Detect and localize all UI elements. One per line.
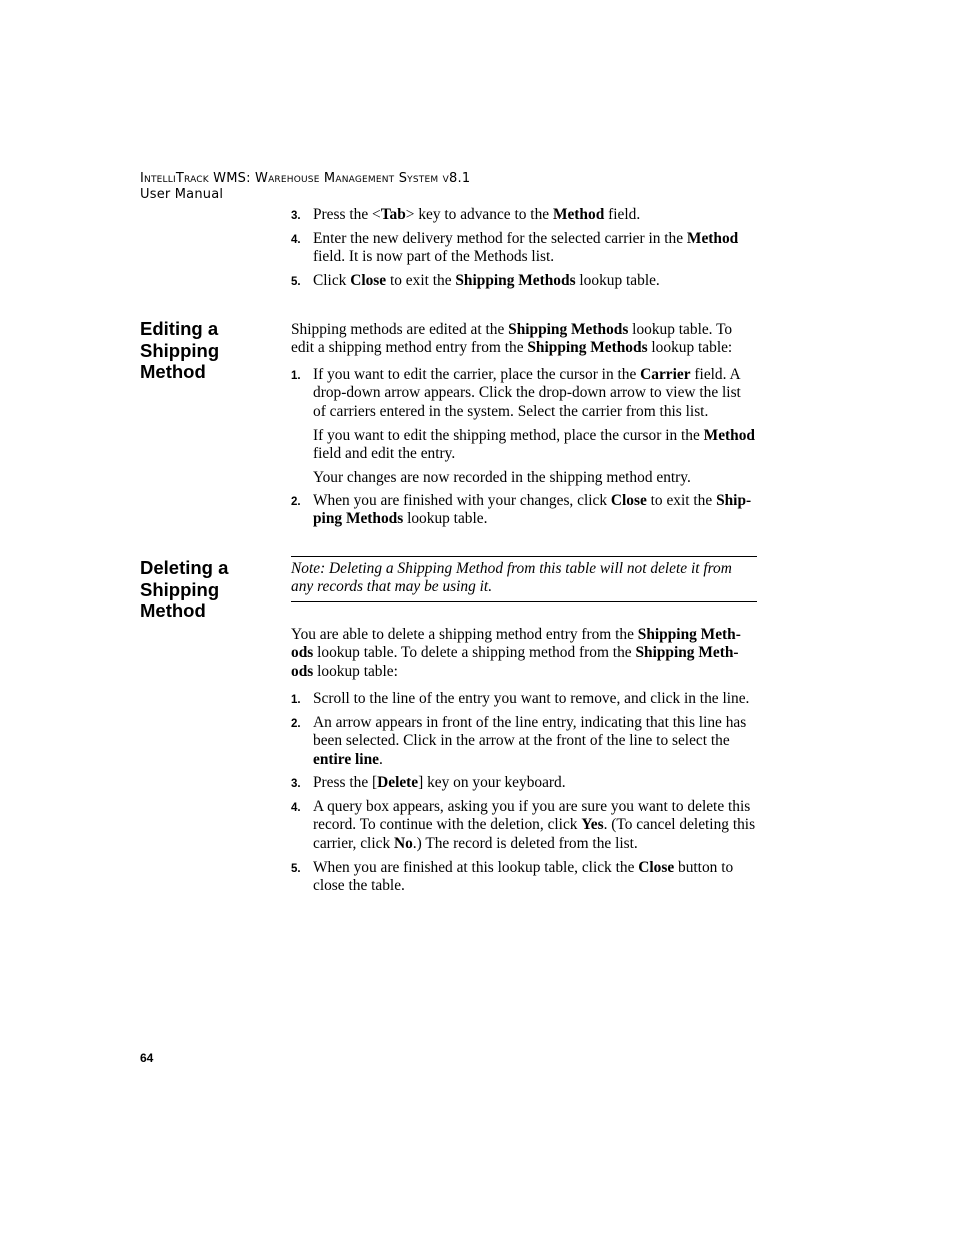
- step-text: Scroll to the line of the entry you want to remove, and click in the line.: [313, 690, 750, 707]
- step-continuation: [291, 427, 757, 464]
- step-number: 1.: [291, 694, 301, 706]
- running-header-subtitle: User Manual: [140, 187, 224, 202]
- step-number: 5.: [291, 863, 301, 875]
- step-number: 1.: [291, 370, 301, 382]
- step-text: When you are finished at this lookup table, click the Close button to close the table.: [313, 859, 734, 895]
- step-text: Enter the new delivery method for the selected carrier in the Method field. It is now part of the Methods list.: [313, 230, 739, 266]
- note-box: [291, 556, 757, 602]
- step-number: 2.: [291, 496, 301, 508]
- editing-intro: Shipping methods are edited at the Shipping Methods lookup table. To edit a shipping method entry from the Shipping Methods lookup table:: [291, 321, 733, 357]
- list-item: [291, 366, 757, 421]
- step-number: 3.: [291, 210, 301, 222]
- list-item: [291, 714, 757, 769]
- section-heading-editing: Editing a Shipping Method: [140, 318, 220, 382]
- note-text: Note: Deleting a Shipping Method from this table will not delete it from any records that may be using it.: [291, 560, 732, 596]
- step-text: An arrow appears in front of the line entry, indicating that this line has been selected. Click in the arrow at the front of the line to select the entire line.: [313, 714, 747, 768]
- step-text: Click Close to exit the Shipping Methods lookup table.: [313, 272, 660, 289]
- step-text: If you want to edit the shipping method, place the cursor in the Method field and edit the entry.: [313, 427, 755, 463]
- list-item: [291, 690, 757, 708]
- step-text: When you are finished with your changes, click Close to exit the Ship-ping Methods lookup table.: [313, 492, 752, 528]
- step-number: 4.: [291, 234, 301, 246]
- list-item: [291, 492, 757, 529]
- step-text: Press the <Tab> key to advance to the Method field.: [313, 206, 641, 223]
- list-item: [291, 230, 757, 267]
- page-number: 64: [140, 1051, 154, 1065]
- list-item: [291, 798, 757, 853]
- step-number: 4.: [291, 802, 301, 814]
- list-item: [291, 774, 757, 792]
- step-number: 5.: [291, 276, 301, 288]
- list-item: [291, 859, 757, 896]
- step-text: If you want to edit the carrier, place the cursor in the Carrier field. A drop-down arrow appears. Click the drop-down arrow to view the list of carriers entered in the system. Select the carrier from this list.: [313, 366, 741, 420]
- list-item: [291, 206, 757, 224]
- list-item: [291, 272, 757, 290]
- step-text: Press the [Delete] key on your keyboard.: [313, 774, 566, 791]
- running-header-title: IntelliTrack WMS: Warehouse Management System v8.1: [140, 171, 471, 186]
- step-number: 3.: [291, 778, 301, 790]
- step-text: A query box appears, asking you if you are sure you want to delete this record. To continue with the deletion, click Yes. (To cancel deleting this carrier, click No.) The record is deleted from the list.: [313, 798, 756, 852]
- section-heading-deleting: Deleting a Shipping Method: [140, 557, 229, 621]
- step-number: 2.: [291, 718, 301, 730]
- step-text: Your changes are now recorded in the shipping method entry.: [313, 469, 691, 486]
- step-continuation: [291, 469, 757, 487]
- deleting-intro: You are able to delete a shipping method entry from the Shipping Meth-ods lookup table. To delete a shipping method from the Shipping Meth-ods lookup table:: [291, 626, 741, 680]
